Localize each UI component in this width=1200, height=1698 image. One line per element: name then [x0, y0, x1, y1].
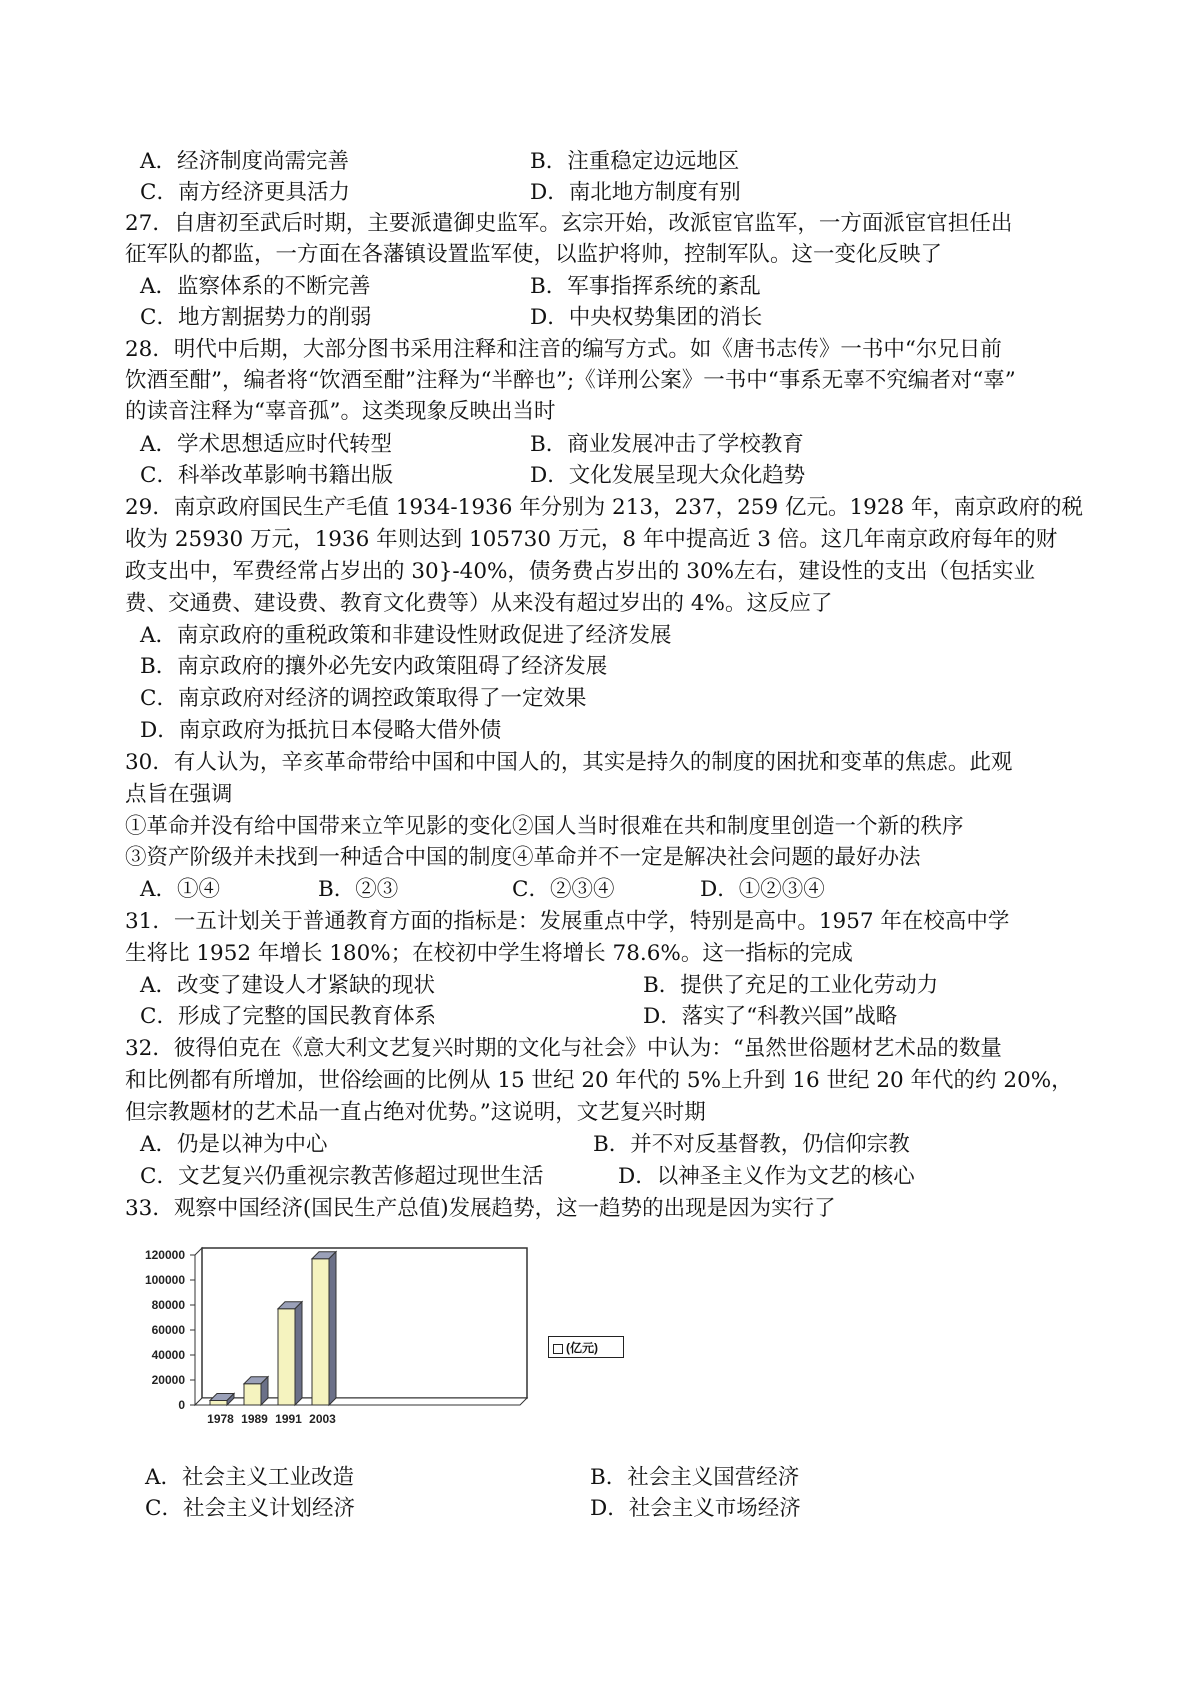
q32-option-c: C．文艺复兴仍重视宗教苦修超过现世生活	[140, 1164, 544, 1189]
q29-option-d: D．南京政府为抵抗日本侵略大借外债	[140, 718, 502, 743]
chart-side-wall	[195, 1248, 202, 1405]
y-tick-label: 0	[178, 1398, 185, 1412]
q32-stem-1: 32．彼得伯克在《意大利文艺复兴时期的文化与社会》中认为：“虽然世俗题材艺术品的数量	[125, 1036, 1002, 1061]
q30-option-d: D．①②③④	[700, 877, 825, 902]
q29-stem-1: 29．南京政府国民生产毛值 1934-1936 年分别为 213，237，259 亿元。1928 年，南京政府的税	[125, 495, 1084, 520]
q28-stem-1: 28．明代中后期，大部分图书采用注释和注音的编写方式。如《唐书志传》一书中“尔兄日前	[125, 337, 1002, 362]
q31-option-c: C．形成了完整的国民教育体系	[140, 1004, 436, 1029]
q30-option-a: A．①④	[140, 877, 221, 902]
y-tick-label: 120000	[144, 1248, 185, 1262]
q29-option-a: A．南京政府的重税政策和非建设性财政促进了经济发展	[140, 623, 672, 648]
q29-stem-3: 政支出中，军费经常占岁出的 30}-40%，债务费占岁出的 30%左右，建设性的支出（包括实业	[125, 559, 1036, 584]
q28-stem-2: 饮酒至酣”，编者将“饮酒至酣”注释为“半醉也”;《详刑公案》一书中“事系无辜不究编者对“辜”	[125, 368, 1016, 393]
q30-stem-2: 点旨在强调	[125, 782, 233, 807]
bar-side-1991	[295, 1302, 302, 1405]
q29-option-c: C．南京政府对经济的调控政策取得了一定效果	[140, 686, 587, 711]
q26-option-c: C．南方经济更具活力	[140, 180, 350, 205]
q26-option-b: B．注重稳定边远地区	[530, 149, 740, 174]
q28-option-b: B．商业发展冲击了学校教育	[530, 432, 804, 457]
q28-option-d: D．文化发展呈现大众化趋势	[530, 463, 806, 488]
q29-option-b: B．南京政府的攘外必先安内政策阻碍了经济发展	[140, 654, 608, 679]
q33-option-c: C．社会主义计划经济	[145, 1496, 355, 1521]
q28-stem-3: 的读音注释为“辜音孤”。这类现象反映出当时	[125, 399, 556, 424]
q31-stem-2: 生将比 1952 年增长 180%；在校初中学生将增长 78.6%。这一指标的完成	[125, 941, 853, 966]
q33-option-d: D．社会主义市场经济	[590, 1496, 801, 1521]
y-tick-label: 80000	[151, 1298, 185, 1312]
q27-option-a: A．监察体系的不断完善	[140, 274, 371, 299]
y-tick-label: 60000	[151, 1323, 185, 1337]
legend-swatch	[553, 1344, 563, 1354]
q27-stem-2: 征军队的都监，一方面在各藩镇设置监军使，以监护将帅，控制军队。这一变化反映了	[125, 242, 943, 267]
bar-1989	[244, 1384, 261, 1405]
q32-stem-2: 和比例都有所增加，世俗绘画的比例从 15 世纪 20 年代的 5%上升到 16 世纪 20 年代的约 20%，	[125, 1068, 1073, 1093]
chart-canvas	[130, 1240, 630, 1430]
q29-stem-2: 收为 25930 万元，1936 年则达到 105730 万元，8 年中提高近 3 倍。这几年南京政府每年的财	[125, 527, 1058, 552]
legend-label: (亿元)	[566, 1341, 598, 1355]
y-tick-label: 100000	[144, 1273, 185, 1287]
q27-stem-1: 27．自唐初至武后时期，主要派遣御史监军。玄宗开始，改派宦官监军，一方面派宦官担任出	[125, 211, 1013, 236]
q27-option-b: B．军事指挥系统的紊乱	[530, 274, 761, 299]
x-tick-label: 1991	[275, 1412, 302, 1426]
q26-option-d: D．南北地方制度有别	[530, 180, 741, 205]
q30-stem-1: 30．有人认为，辛亥革命带给中国和中国人的，其实是持久的制度的困扰和变革的焦虑。此观	[125, 750, 1013, 775]
q32-option-b: B．并不对反基督教，仍信仰宗教	[593, 1132, 910, 1157]
bar-1978	[210, 1401, 227, 1406]
x-tick-label: 1989	[241, 1412, 268, 1426]
y-tick-label: 40000	[151, 1348, 185, 1362]
q31-option-a: A．改变了建设人才紧缺的现状	[140, 973, 436, 998]
q28-option-a: A．学术思想适应时代转型	[140, 432, 393, 457]
q30-item-1: ①革命并没有给中国带来立竿见影的变化②国人当时很难在共和制度里创造一个新的秩序	[125, 814, 964, 839]
q33-option-b: B．社会主义国营经济	[590, 1465, 800, 1490]
q28-option-c: C．科举改革影响书籍出版	[140, 463, 393, 488]
q30-option-b: B．②③	[318, 877, 399, 902]
x-tick-label: 1978	[207, 1412, 234, 1426]
chart-back-wall	[202, 1248, 527, 1398]
q26-option-a: A．经济制度尚需完善	[140, 149, 350, 174]
q27-option-d: D．中央权势集团的消长	[530, 305, 763, 330]
q31-option-b: B．提供了充足的工业化劳动力	[643, 973, 939, 998]
q29-stem-4: 费、交通费、建设费、教育文化费等）从来没有超过岁出的 4%。这反应了	[125, 591, 833, 616]
q30-item-2: ③资产阶级并未找到一种适合中国的制度④革命并不一定是解决社会问题的最好办法	[125, 845, 921, 870]
q27-option-c: C．地方割据势力的削弱	[140, 305, 372, 330]
bar-side-2003	[329, 1252, 336, 1405]
bar-1991	[278, 1309, 295, 1405]
x-tick-label: 2003	[309, 1412, 336, 1426]
q30-option-c: C．②③④	[512, 877, 615, 902]
q32-stem-3: 但宗教题材的艺术品一直占绝对优势。”这说明，文艺复兴时期	[125, 1100, 706, 1125]
gnp-bar-chart	[130, 1240, 630, 1430]
q32-option-a: A．仍是以神为中心	[140, 1132, 328, 1157]
chart-legend	[548, 1336, 624, 1358]
q31-stem-1: 31．一五计划关于普通教育方面的指标是：发展重点中学，特别是高中。1957 年在校高中学	[125, 909, 1010, 934]
q33-stem-1: 33．观察中国经济(国民生产总值)发展趋势，这一趋势的出现是因为实行了	[125, 1196, 836, 1221]
q31-option-d: D．落实了“科教兴国”战略	[643, 1004, 898, 1029]
q33-option-a: A．社会主义工业改造	[145, 1465, 355, 1490]
q32-option-d: D．以神圣主义作为文艺的核心	[618, 1164, 915, 1189]
y-tick-label: 20000	[151, 1373, 185, 1387]
bar-2003	[312, 1259, 329, 1405]
